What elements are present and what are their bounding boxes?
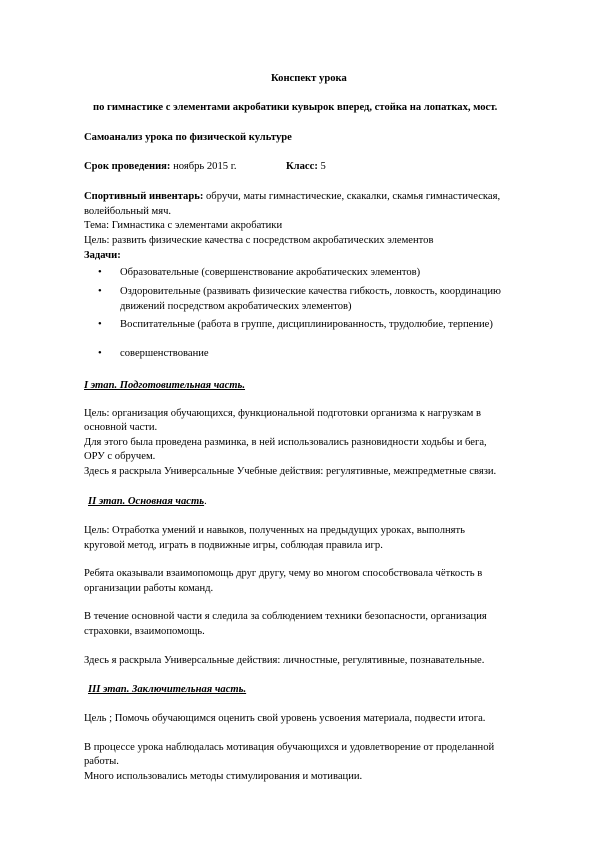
- bullet-marker: •: [98, 348, 102, 359]
- stage2-line: круговой метод, играть в подвижные игры, соблюдая правила игр.: [84, 540, 383, 551]
- class-value: 5: [317, 161, 326, 172]
- inventory-value: обручи, маты гимнастические, скакалки, скамья гимнастическая,: [203, 191, 501, 202]
- stage2-line: страховки, взаимопомощь.: [84, 626, 205, 637]
- tasks-label: Задачи:: [84, 250, 121, 261]
- stage2-line: В течение основной части я следила за соблюдением техники безопасности, организация: [84, 611, 487, 622]
- selfanalysis-heading: Самоанализ урока по физической культуре: [84, 132, 292, 143]
- stage3-line: Цель ; Помочь обучающимся оценить свой уровень усвоения материала, подвести итога.: [84, 713, 486, 724]
- stage1-line: Цель: организация обучающихся, функциональной подготовки организма к нагрузкам в: [84, 408, 481, 419]
- bullet-marker: •: [98, 319, 102, 330]
- stage3-line: работы.: [84, 756, 119, 767]
- date-label: Срок проведения:: [84, 161, 171, 172]
- stage2-line: организации работы команд.: [84, 583, 214, 594]
- class-line: [286, 160, 326, 173]
- bullet-marker: •: [98, 286, 102, 297]
- stage1-line: Здесь я раскрыла Универсальные Учебные действия: регулятивные, межпредметные связи.: [84, 466, 497, 477]
- stage2-line: Цель: Отработка умений и навыков, полученных на предыдущих уроках, выполнять: [84, 525, 465, 536]
- task-item: Воспитательные (работа в группе, дисциплинированность, трудолюбие, терпение): [120, 319, 493, 330]
- task-item: Оздоровительные (развивать физические качества гибкость, ловкость, координацию: [120, 286, 501, 297]
- stage2-line: Ребята оказывали взаимопомощь друг другу, чему во многом способствовала чёткость в: [84, 568, 483, 579]
- document-title: Конспект урока: [271, 73, 347, 84]
- bullet-marker: •: [98, 267, 102, 278]
- inventory-continuation: волейбольный мяч.: [84, 206, 172, 217]
- stage2-line: Здесь я раскрыла Универсальные действия: личностные, регулятивные, познавательные.: [84, 655, 485, 666]
- stage2-heading: II этап. Основная часть: [88, 496, 205, 507]
- task-item-continuation: движений посредством акробатических элементов): [120, 301, 352, 312]
- stage3-heading: III этап. Заключительная часть.: [88, 684, 247, 695]
- task-item: Образовательные (совершенствование акробатических элементов): [120, 267, 421, 278]
- document-subtitle: по гимнастике с элементами акробатики кувырок вперед, стойка на лопатках, мост.: [93, 102, 498, 113]
- stage1-line: Для этого была проведена разминка, в ней использовались разновидности ходьбы и бега,: [84, 437, 487, 448]
- date-line: [84, 160, 237, 173]
- theme-line: Тема: Гимнастика с элементами акробатики: [84, 220, 283, 231]
- stage2-heading-tail: .: [204, 496, 207, 507]
- stage1-line: основной части.: [84, 422, 158, 433]
- stage2-heading-line: [88, 495, 207, 508]
- inventory-line: [84, 190, 500, 203]
- inventory-label: Спортивный инвентарь:: [84, 191, 204, 202]
- stage1-line: ОРУ с обручем.: [84, 451, 156, 462]
- stage3-line: В процессе урока наблюдалась мотивация обучающихся и удовлетворение от проделанной: [84, 742, 495, 753]
- class-label: Класс:: [286, 161, 318, 172]
- stage1-heading: I этап. Подготовительная часть.: [84, 380, 246, 391]
- goal-line: Цель: развить физические качества с посредством акробатических элементов: [84, 235, 434, 246]
- stage3-line: Много использовались методы стимулирования и мотивации.: [84, 771, 363, 782]
- task-item: совершенствование: [120, 348, 209, 359]
- date-value: ноябрь 2015 г.: [170, 161, 237, 172]
